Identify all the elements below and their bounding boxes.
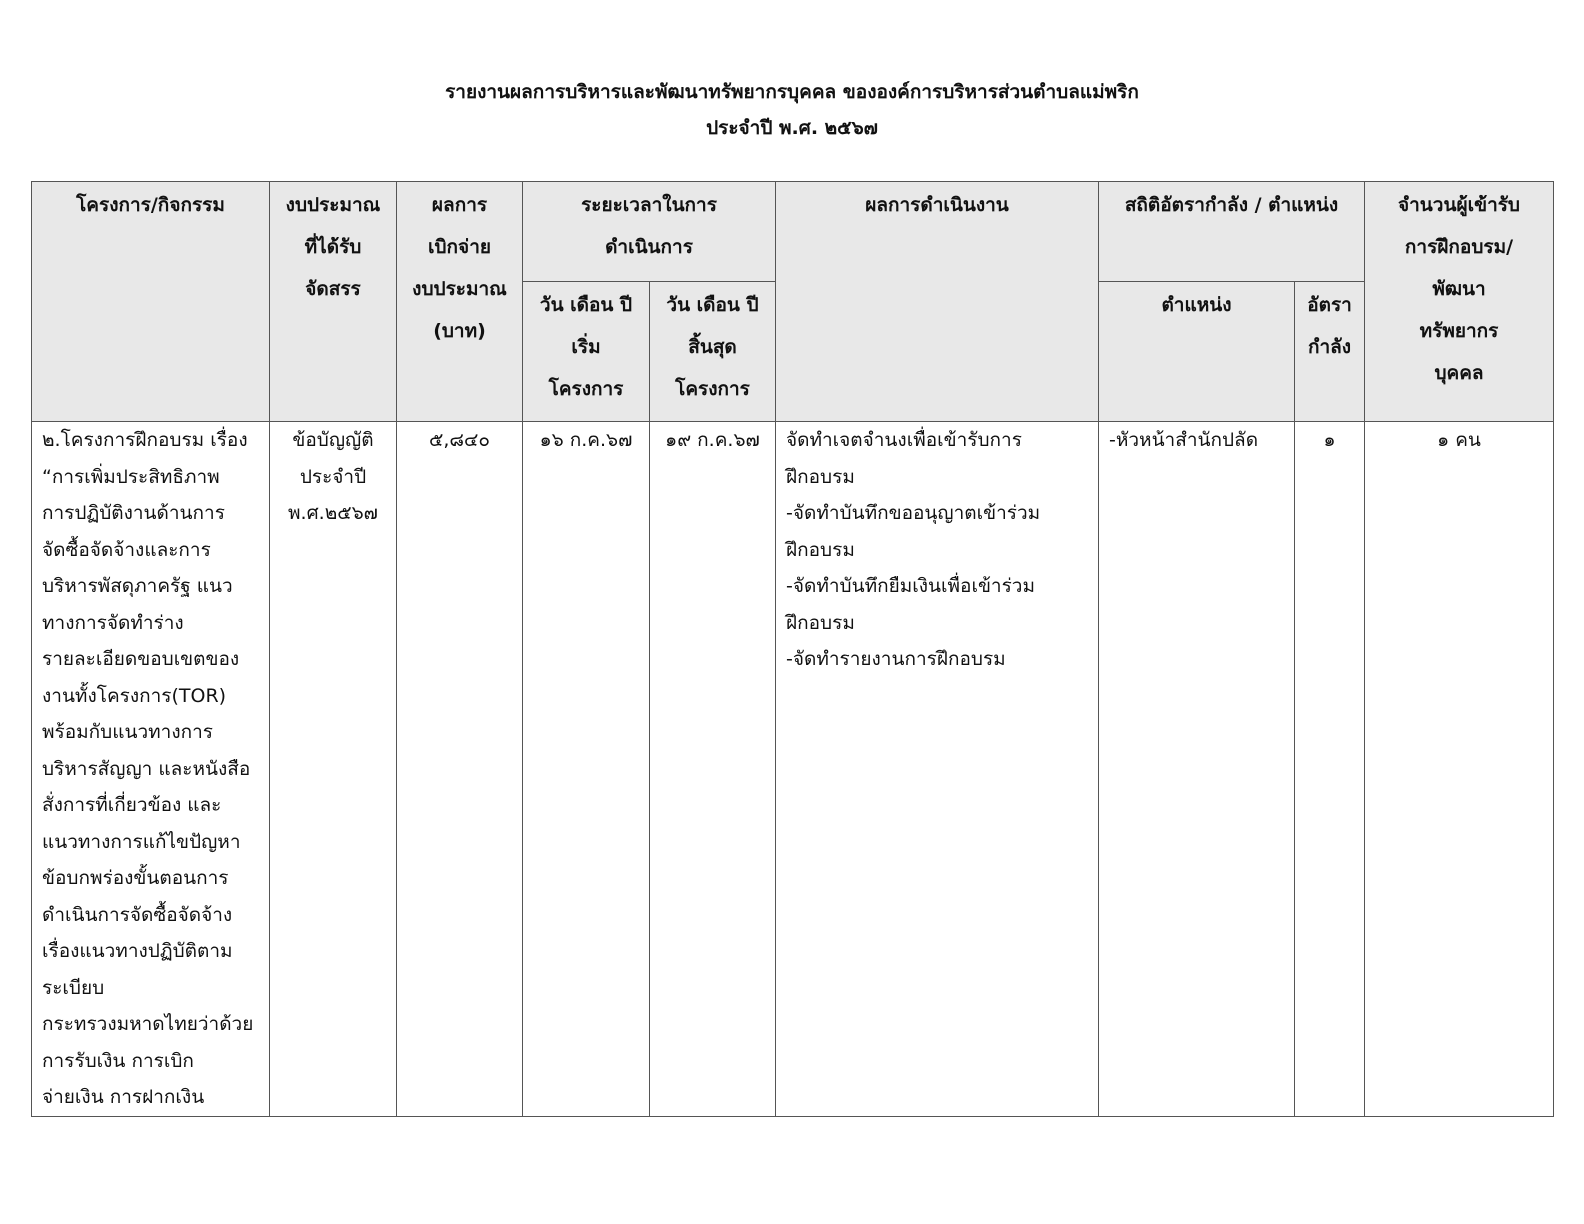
header-end-line: โครงการ	[675, 378, 750, 400]
project-line: รายละเอียดขอบเขตของ	[42, 648, 240, 670]
header-participants-line: การฝึกอบรม/	[1404, 236, 1514, 258]
result-line: ฝึกอบรม	[786, 538, 855, 561]
header-participants-line: จำนวนผู้เข้ารับ	[1398, 194, 1520, 216]
project-line: จ่ายเงิน การฝากเงิน	[42, 1086, 205, 1108]
header-budget	[270, 182, 397, 422]
header-end	[650, 282, 776, 422]
project-line: ๒.โครงการฝึกอบรม เรื่อง	[42, 429, 248, 451]
report-title-line1: รายงานผลการบริหารและพัฒนาทรัพยากรบุคคล ขององค์การบริหารส่วนตำบลแม่พริก	[445, 81, 1139, 103]
header-rate	[1295, 282, 1365, 422]
project-line: ทางการจัดทำร่าง	[42, 611, 184, 634]
header-participants-line: ทรัพยากร	[1419, 320, 1499, 342]
project-line: กระทรวงมหาดไทยว่าด้วย	[42, 1013, 254, 1035]
header-start-line: เริ่ม	[571, 336, 601, 358]
header-budget-line: งบประมาณ	[285, 194, 381, 216]
header-disbursed	[397, 182, 523, 422]
result-line: -จัดทำบันทึกขออนุญาตเข้าร่วม	[786, 502, 1041, 524]
header-participants	[1365, 182, 1554, 422]
header-rate-line: อัตรา	[1307, 294, 1352, 316]
project-line: การปฏิบัติงานด้านการ	[42, 502, 225, 524]
project-line: การรับเงิน การเบิก	[42, 1049, 194, 1072]
project-line: “การเพิ่มประสิทธิภาพ	[42, 465, 220, 488]
cell-rate	[1295, 422, 1365, 1117]
result-line: ฝึกอบรม	[786, 611, 855, 634]
cell-disbursed	[397, 422, 523, 1117]
header-budget-line: ที่ได้รับ	[304, 236, 362, 258]
end-date: ๑๙ ก.ค.๖๗	[665, 429, 760, 451]
header-period-line: ดำเนินการ	[605, 236, 693, 258]
project-line: ดำเนินการจัดซื้อจัดจ้าง	[42, 903, 233, 926]
cell-participants	[1365, 422, 1554, 1117]
report-table	[31, 181, 1554, 1117]
budget-line: พ.ศ.๒๕๖๗	[288, 502, 378, 524]
rate-value: ๑	[1323, 429, 1336, 451]
header-result	[776, 182, 1099, 422]
header-stats	[1099, 182, 1365, 282]
header-participants-line: บุคคล	[1434, 362, 1484, 384]
project-line: เรื่องแนวทางปฏิบัติตาม	[42, 940, 233, 962]
header-project	[32, 182, 270, 422]
header-disbursed-line: (บาท)	[433, 320, 486, 342]
header-start-line: โครงการ	[548, 378, 624, 400]
project-line: จัดซื้อจัดจ้างและการ	[42, 538, 211, 561]
header-stats-label: สถิติอัตรากำลัง / ตำแหน่ง	[1124, 194, 1339, 216]
header-start	[523, 282, 650, 422]
cell-project	[32, 422, 270, 1117]
cell-budget	[270, 422, 397, 1117]
cell-result	[776, 422, 1099, 1117]
header-disbursed-line: ผลการ	[431, 194, 488, 216]
header-participants-line: พัฒนา	[1432, 278, 1486, 300]
report-title-line2: ประจำปี พ.ศ. ๒๕๖๗	[706, 117, 878, 139]
header-result-label: ผลการดำเนินงาน	[865, 194, 1009, 216]
cell-end	[650, 422, 776, 1117]
report-title	[0, 74, 1584, 146]
result-line: จัดทำเจตจำนงเพื่อเข้ารับการ	[786, 429, 1022, 451]
project-line: พร้อมกับแนวทางการ	[42, 721, 213, 743]
result-line: ฝึกอบรม	[786, 465, 855, 488]
header-period	[523, 182, 776, 282]
header-disbursed-line: เบิกจ่าย	[428, 236, 491, 258]
header-rate-line: กำลัง	[1307, 336, 1352, 358]
header-position	[1099, 282, 1295, 422]
project-line: สั่งการที่เกี่ยวข้อง และ	[42, 794, 222, 816]
participants-value: ๑ คน	[1437, 429, 1481, 451]
position-value: -หัวหน้าสำนักปลัด	[1109, 429, 1259, 451]
cell-start	[523, 422, 650, 1117]
result-line: -จัดทำบันทึกยืมเงินเพื่อเข้าร่วม	[786, 575, 1035, 597]
cell-position	[1099, 422, 1295, 1117]
result-line: -จัดทำรายงานการฝึกอบรม	[786, 648, 1006, 670]
budget-line: ประจำปี	[299, 465, 367, 488]
header-start-line: วัน เดือน ปี	[539, 294, 633, 316]
project-line: ระเบียบ	[42, 976, 105, 999]
project-line: บริหารพัสดุภาครัฐ แนว	[42, 575, 233, 597]
header-period-line: ระยะเวลาในการ	[581, 194, 717, 216]
project-line: ข้อบกพร่องขั้นตอนการ	[42, 867, 229, 889]
header-end-line: สิ้นสุด	[688, 336, 737, 358]
header-end-line: วัน เดือน ปี	[666, 294, 759, 316]
disbursed-value: ๕,๘๔๐	[428, 429, 491, 451]
header-budget-line: จัดสรร	[305, 278, 361, 300]
header-position-label: ตำแหน่ง	[1161, 294, 1232, 316]
budget-line: ข้อบัญญัติ	[292, 429, 374, 451]
project-line: งานทั้งโครงการ(TOR)	[42, 684, 227, 707]
table-row	[32, 422, 1554, 1117]
project-line: บริหารสัญญา และหนังสือ	[42, 757, 251, 780]
header-disbursed-line: งบประมาณ	[412, 278, 507, 300]
project-line: แนวทางการแก้ไขปัญหา	[42, 830, 241, 853]
header-project-label: โครงการ/กิจกรรม	[76, 194, 225, 216]
start-date: ๑๖ ก.ค.๖๗	[539, 429, 633, 451]
